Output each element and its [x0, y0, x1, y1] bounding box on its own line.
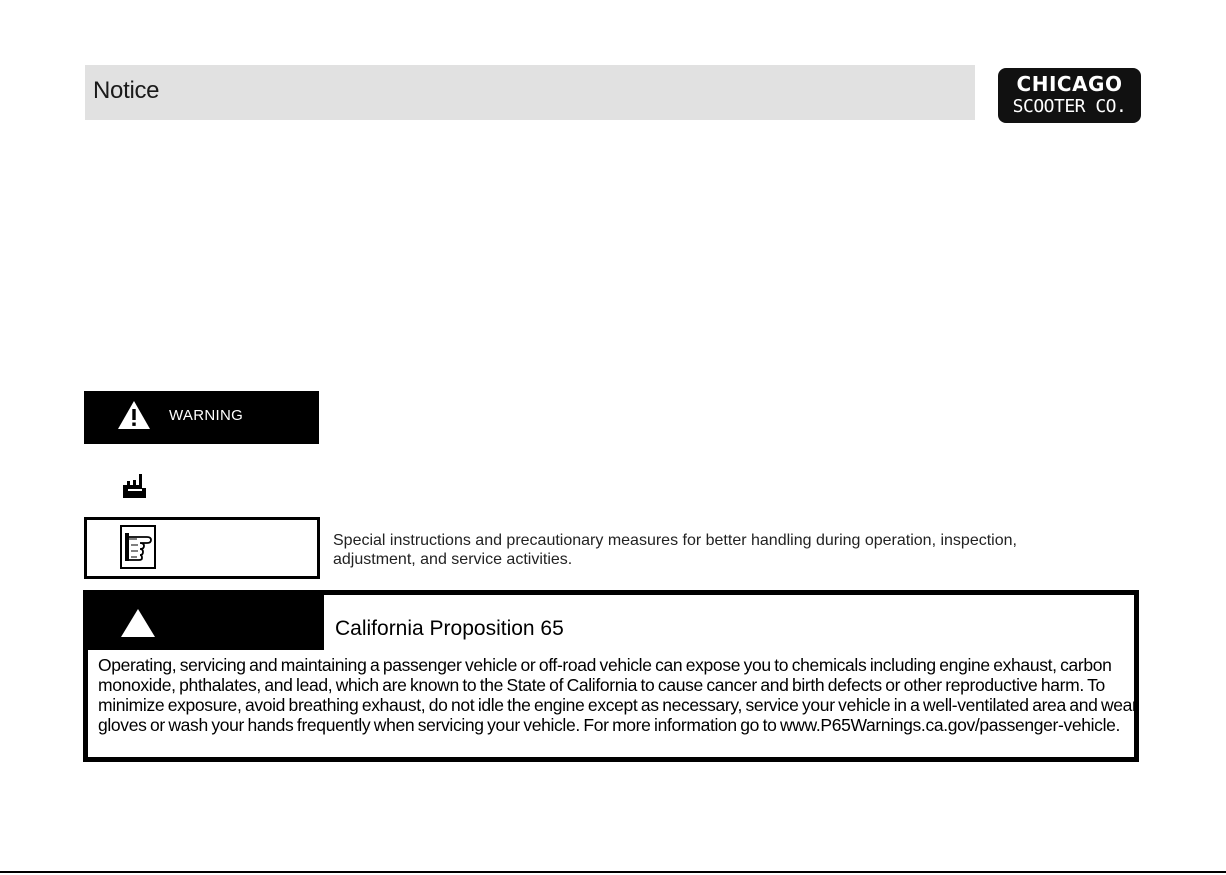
- warning-triangle-icon: [120, 608, 156, 638]
- prop65-body: Operating, servicing and maintaining a passenger vehicle or off-road vehicle can expose you to chemicals including engine exhaust, carbon monoxide, phthalates, and lead, which are known to the State of California to cause cancer and birth defects or other reproductive harm. To minimize exposure, avoid breathing exhaust, do not idle the engine except as necessary, service your vehicle in a well-ventilated area and wear gloves or wash your hands frequently when servicing your vehicle. For more information go to www.P65Warnings.ca.gov/passenger-vehicle.: [98, 655, 1138, 735]
- prop65-title: California Proposition 65: [335, 617, 564, 640]
- warning-symbol-box: [84, 391, 319, 444]
- chicago-scooter-logo: [998, 68, 1141, 123]
- warning-triangle-icon: [117, 400, 151, 430]
- note-symbol-box: [84, 517, 320, 579]
- prop65-symbol-area: [88, 595, 324, 650]
- page-title: Notice: [93, 77, 160, 104]
- note-description: Special instructions and precautionary measures for better handling during operation, inspection, adjustment, and service activities.: [333, 532, 1017, 568]
- logo-line-2: SCOOTER CO.: [1012, 96, 1127, 117]
- notice-header-bar: [85, 65, 975, 120]
- pointing-hand-icon: [120, 525, 156, 569]
- warning-label: WARNING: [169, 407, 244, 424]
- prop65-warning-box: [83, 590, 1139, 762]
- bottom-divider: [0, 871, 1226, 873]
- logo-line-1: CHICAGO: [1016, 72, 1123, 96]
- hand-icon: [120, 471, 150, 501]
